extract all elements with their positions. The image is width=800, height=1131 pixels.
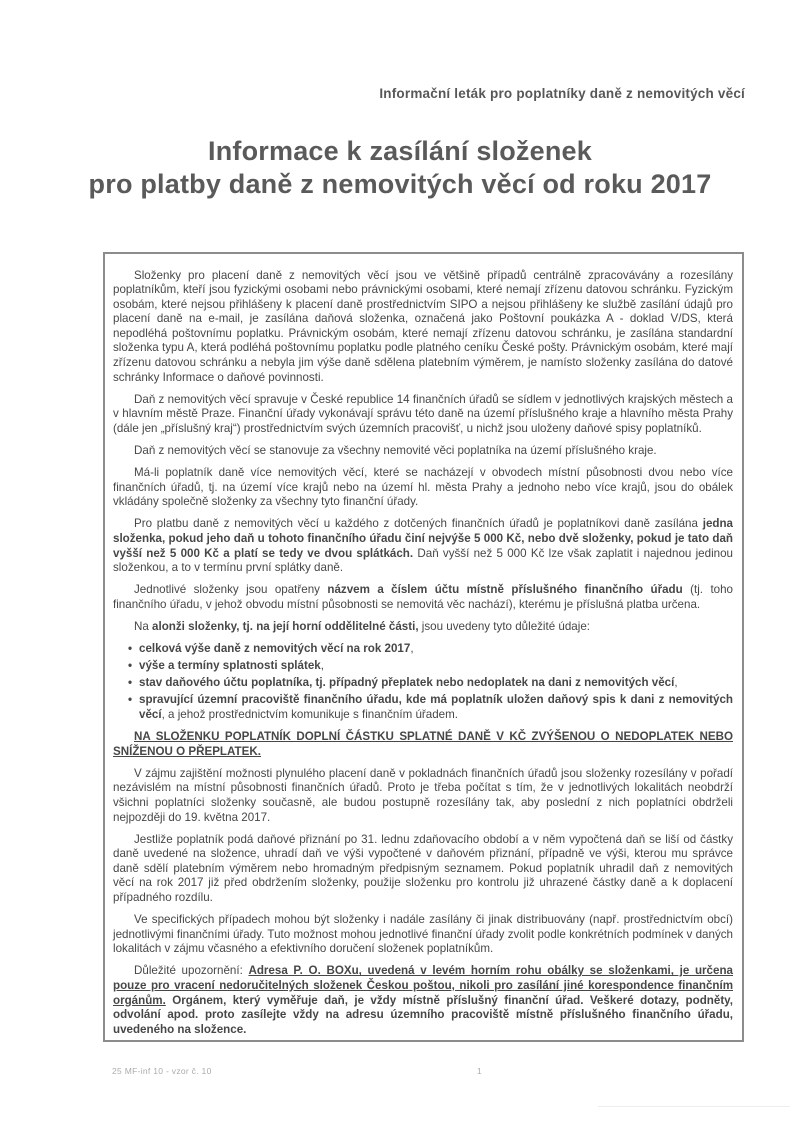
paragraph: Na alonži složenky, tj. na její horní oddělitelné části, jsou uvedeny tyto důležité údaje:	[134, 619, 590, 633]
paragraph: Má-li poplatník daně více nemovitých věcí, které se nacházejí v obvodech místní působnosti dvou nebo více finančních úřadů, tj. na území více krajů nebo na území hl. města Prahy a jednoho nebo více krajů, jsou do obálek vkládány společně složenky za všechny tyto finanční úřady.	[113, 466, 733, 509]
document-title-line2: pro platby daně z nemovitých věcí od roku 2017	[88, 169, 712, 199]
paragraph: Ve specifických případech mohou být složenky i nadále zasílány či jinak distribuovány (např. prostřednictvím obcí) jednotlivými finančními úřady. Tuto možnost mohou jednotlivé finanční úřady zvolit podle konkrétních podmínek v daných lokalitách v zájmu včasného a efektivního doručení složenek poplatníkům.	[113, 913, 733, 956]
paragraph: Důležité upozornění: Adresa P. O. BOXu, uvedená v levém horním rohu obálky se složenkami, je určena pouze pro vracení nedoručitelných složenek Českou poštou, nikoli pro zasílání jiné korespondence finančním orgánům. Orgánem, který vyměřuje daň, je vždy místně příslušný finanční úřad. Veškeré dotazy, podněty, odvolání apod. proto zasílejte vždy na adresu územního pracoviště místně příslušného finančního úřadu, uvedeného na složence.	[113, 964, 733, 1036]
paragraph: V zájmu zajištění možnosti plynulého placení daně v pokladnách finančních úřadů jsou složenky rozesílány v pořadí nezávislém na místní působnosti finančních úřadů. Proto je třeba počítat s tím, že v jednotlivých lokalitách neobdrží všichni poplatníci složenky současně, ale budou postupně rozesílány tak, aby poslední z nich poplatníci obdrželi nejpozději do 19. května 2017.	[113, 766, 733, 824]
bullet-item: • spravující územní pracoviště finančního úřadu, kde má poplatník uložen daňový spis k dani z nemovitých věcí, a jehož prostřednictvím komunikuje s finančním úřadem.	[139, 693, 733, 722]
bullet-list	[113, 642, 733, 722]
header-note: Informační leták pro poplatníky daně z nemovitých věcí	[379, 86, 745, 101]
paragraph: Jestliže poplatník podá daňové přiznání po 31. lednu zdaňovacího období a v něm vypočtená daň se liší od částky daně uvedené na složence, uhradí daň ve výši vypočtené v daňovém přiznání, případně ve výši, kterou mu správce daně sdělí platebním výměrem nebo hromadným předpisným seznamem. Pokud poplatník uhradil daň z nemovitých věcí na rok 2017 již před obdržením složenky, použije složenku pro kontrolu již uhrazené částky daně a k doplacení případného rozdílu.	[113, 832, 733, 904]
paragraph: Pro platbu daně z nemovitých věcí u každého z dotčených finančních úřadů je poplatníkovi daně zasílána jedna složenka, pokud jeho daň u tohoto finančního úřadu činí nejvýše 5 000 Kč, nebo dvě složenky, pokud je tato daň vyšší než 5 000 Kč a platí se tedy ve dvou splátkách. Daň vyšší než 5 000 Kč lze však zaplatit i najednou jedinou složenkou, a to v termínu první splátky daně.	[113, 517, 733, 575]
emphasized-heading: NA SLOŽENKU POPLATNÍK DOPLNÍ ČÁSTKU SPLATNÉ DANĚ V KČ ZVÝŠENOU O NEDOPLATEK NEBO SNÍŽENOU O PŘEPLATEK.	[113, 730, 733, 758]
footer-form-number: 25 MF-inf 10 - vzor č. 10	[112, 1066, 212, 1076]
bullet-item: • výše a termíny splatnosti splátek,	[139, 659, 733, 674]
bullet-item: • celková výše daně z nemovitých věcí na rok 2017,	[139, 642, 733, 657]
scan-artifact-line	[598, 1106, 790, 1107]
document-title-line1: Informace k zasílání složenek	[208, 136, 592, 166]
document-title	[0, 135, 800, 201]
bullet-item: • stav daňového účtu poplatníka, tj. případný přeplatek nebo nedoplatek na dani z nemovitých věcí,	[139, 676, 733, 691]
paragraph: Daň z nemovitých věcí se stanovuje za všechny nemovité věci poplatníka na území příslušného kraje.	[134, 444, 657, 458]
paragraph: Daň z nemovitých věcí spravuje v České republice 14 finančních úřadů se sídlem v jednotlivých krajských městech a v hlavním městě Praze. Finanční úřady vykonávají správu této daně na území příslušného kraje a hlavního města Prahy (dále jen „příslušný kraj“) prostřednictvím svých územních pracovišť, u nichž jsou uloženy daňové spisy poplatníků.	[113, 392, 733, 435]
paragraph: Jednotlivé složenky jsou opatřeny názvem a číslem účtu místně příslušného finančního úřadu (tj. toho finančního úřadu, v jehož obvodu místní působnosti se nemovitá věc nachází), kterému je příslušná platba určena.	[113, 583, 734, 611]
content-box	[103, 252, 744, 1042]
paragraph: Složenky pro placení daně z nemovitých věcí jsou ve většině případů centrálně zpracovávány a rozesílány poplatníkům, kteří jsou fyzickými osobami nebo právnickými osobami, které nemají zřízenu datovou schránku. Fyzickým osobám, které nejsou přihlášeny k placení daně prostřednictvím SIPO a nejsou přihlášeny ke službě zasílání údajů pro placení daně na e-mail, je zasílána daňová složenka, označená jako Poštovní poukázka A - doklad V/DS, která nepodléhá poštovnímu poplatku. Právnickým osobám, které nemají zřízenu datovou schránku, je zasílána standardní složenka typu A, která podléhá poštovnímu poplatku podle platného ceníku České pošty. Právnickým osobám, které mají zřízenu datovou schránku a nebyla jim výše daně sdělena platebním výměrem, je namísto složenky zasílána do datové schránky Informace o daňové povinnosti.	[113, 268, 733, 384]
footer-page-number: 1	[477, 1066, 482, 1076]
